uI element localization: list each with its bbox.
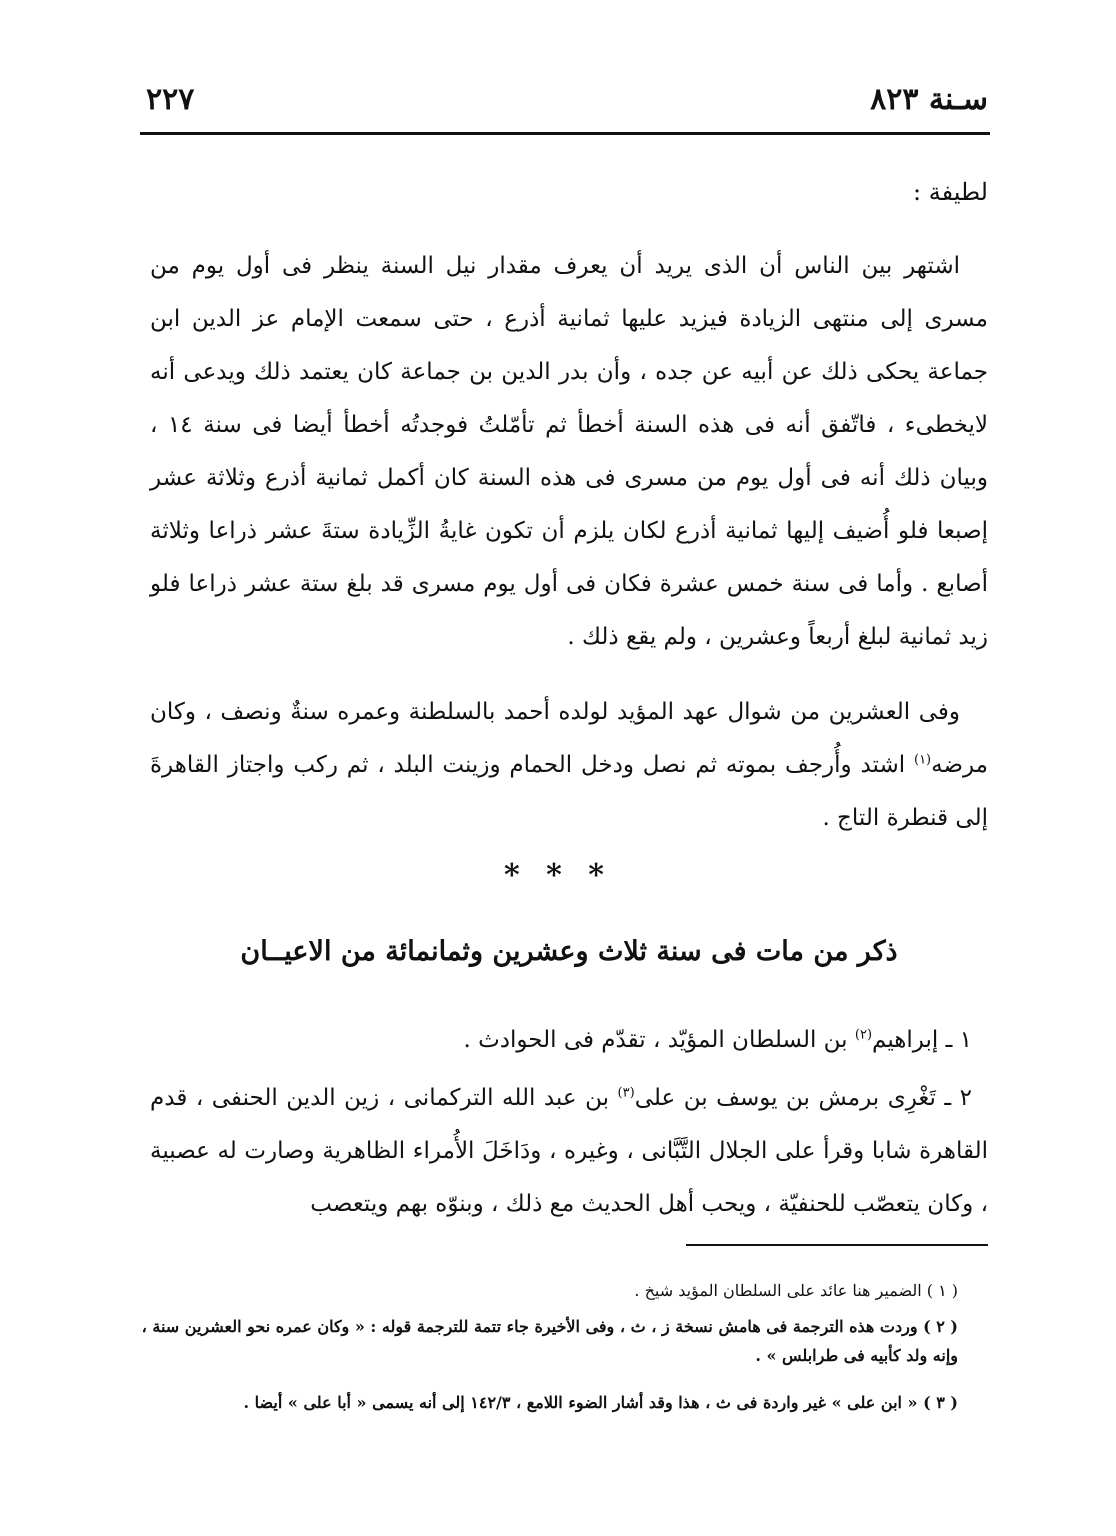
footnote-3: ( ٣ ) « ابن على » غير واردة فى ث ، هذا وقد أشار الضوء اللامع ، ١٤٢/٣ إلى أنه يسمى « أبا على » أيضا . bbox=[243, 1393, 958, 1412]
footnote-ref-1[interactable]: (١) bbox=[913, 752, 932, 768]
entry-1-text: بن السلطان المؤيّد ، تقدّم فى الحوادث . bbox=[463, 1027, 855, 1053]
entry-1-lead: ١ ـ إبراهيم bbox=[872, 1027, 972, 1053]
header-year-label: سـنة ٨٢٣ bbox=[870, 82, 988, 117]
entry-2-text: بن عبد الله التركمانى ، زين الدين الحنفى ، قدم القاهرة شابا وقرأ على الجلال التَّبَّانى ، وغيره ، ودَاخَلَ الأُمراء الظاهرية وصارت له عصبية ، وكان يتعصّب للحنفيّة ، ويحب أهل الحديث مع ذلك ، وبنوّه بهم ويتعصب bbox=[150, 1085, 988, 1217]
section-separator: * * * bbox=[504, 858, 612, 893]
entry-1 bbox=[150, 1014, 988, 1067]
entry-2 bbox=[150, 1072, 988, 1231]
paragraph-2-end: اشتد وأُرجف بموته ثم نصل ودخل الحمام وزينت البلد ، ثم ركب واجتاز القاهرةَ إلى قنطرة التاج . bbox=[150, 752, 988, 831]
section-title: ذكر من مات فى سنة ثلاث وعشرين وثمانمائة من الاعيــان bbox=[240, 936, 898, 967]
paragraph-1: اشتهر بين الناس أن الذى يريد أن يعرف مقدار نيل السنة ينظر فى أول يوم من مسرى إلى منتهى الزيادة فيزيد عليها ثمانية أذرع ، حتى سمعت الإمام عز الدين ابن جماعة يحكى ذلك عن أبيه عن جده ، وأن بدر الدين بن جماعة كان يعتمد ذلك ويدعى أنه لايخطىء ، فاتّفق أنه فى هذه السنة أخطأ ثم تأمّلتُ فوجدتُه أخطأ أيضا فى سنة ١٤ ، وبيان ذلك أنه فى أول يوم من مسرى فى هذه السنة كان أكمل ثمانية أذرع وثلاثة عشر إصبعا فلو أُضيف إليها ثمانية أذرع لكان يلزم أن تكون غايةُ الزِّيادة ستةَ عشر ذراعا وثلاثة أصابع . وأما فى سنة خمس عشرة فكان فى أول يوم مسرى قد بلغ ستة عشر ذراعا فلو زيد ثمانية لبلغ أربعاً وعشرين ، ولم يقع ذلك . bbox=[150, 253, 988, 650]
page-number: ٢٢٧ bbox=[146, 82, 195, 117]
footnote-1: ( ١ ) الضمير هنا عائد على السلطان المؤيد شيخ . bbox=[634, 1281, 958, 1300]
subheading: لطيفة : bbox=[913, 178, 988, 206]
entry-2-lead: ٢ ـ تَغْرِى برمش بن يوسف بن على bbox=[634, 1085, 973, 1111]
footnote-ref-2[interactable]: (٢) bbox=[854, 1027, 873, 1043]
paragraph-2 bbox=[150, 686, 988, 845]
footnote-rule bbox=[686, 1244, 988, 1246]
paragraph-2-start: وفى العشرين من شوال عهد المؤيد لولده أحمد بالسلطنة وعمره سنةٌ ونصف ، وكان مرضه bbox=[150, 699, 988, 778]
running-header bbox=[140, 82, 988, 126]
footnote-ref-3[interactable]: (٣) bbox=[617, 1085, 635, 1101]
footnote-2: ( ٢ ) وردت هذه الترجمة فى هامش نسخة ز ، ث ، وفى الأخيرة جاء تتمة للترجمة قوله : « وكان عمره نحو العشرين سنة ، وإنه ولد كأبيه فى طرابلس » . bbox=[141, 1317, 958, 1365]
header-rule bbox=[140, 132, 990, 135]
